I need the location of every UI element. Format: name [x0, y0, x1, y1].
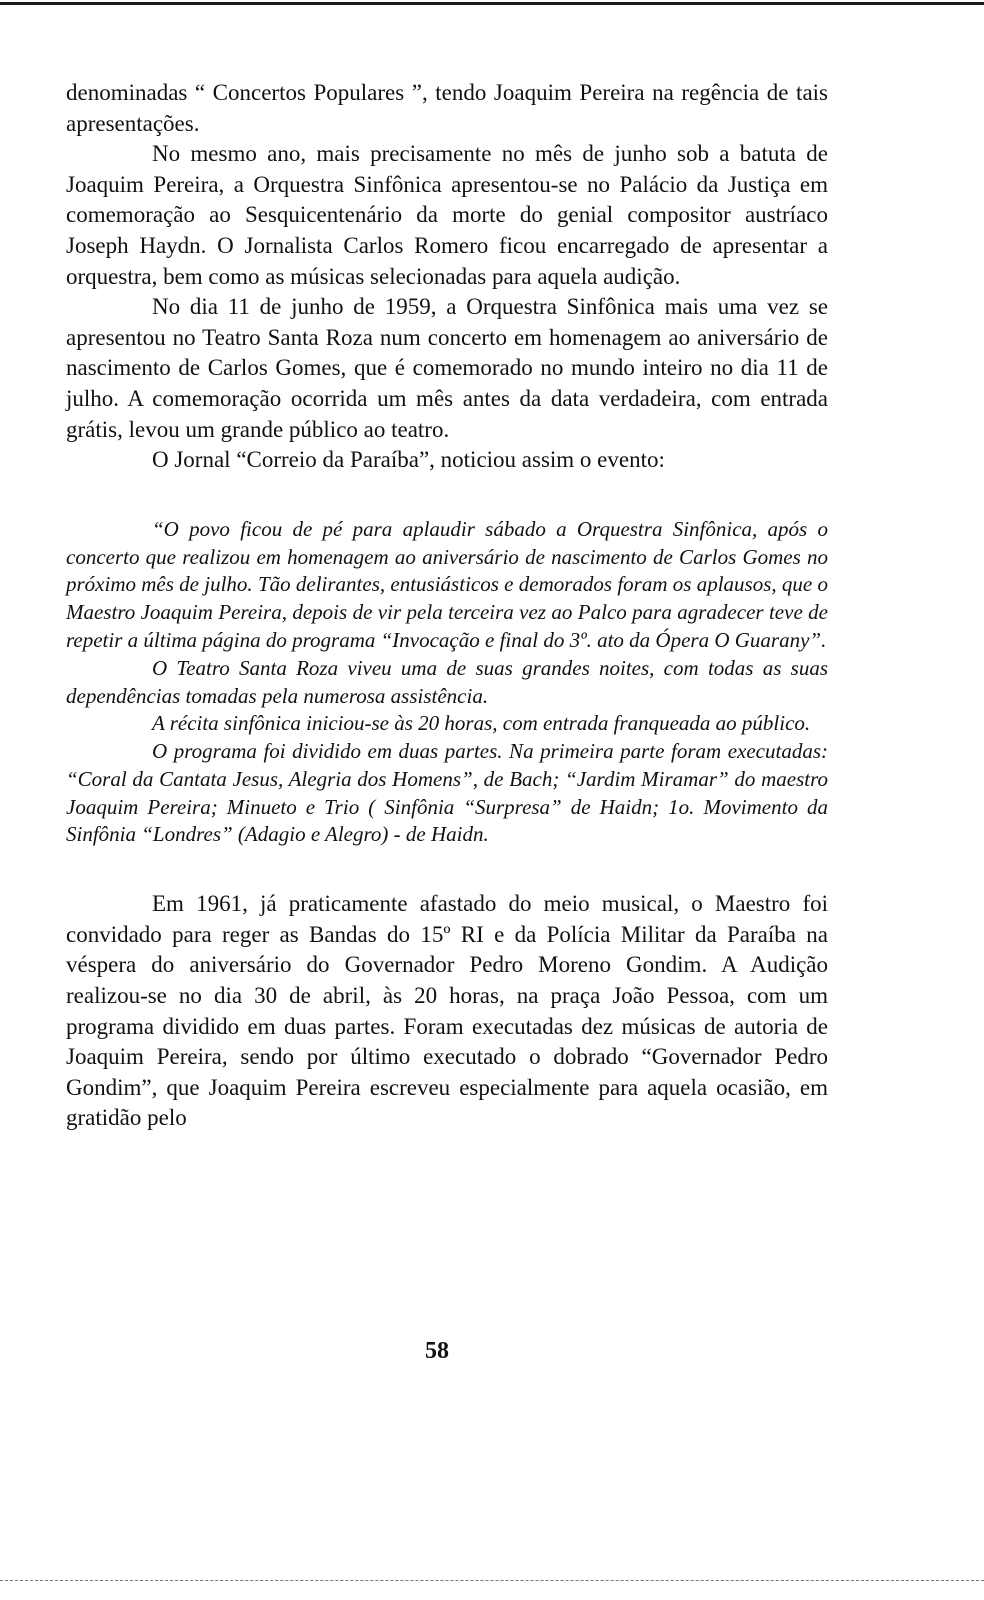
newspaper-quote [66, 516, 828, 850]
bottom-border-line [0, 1580, 984, 1581]
paragraph-newspaper-intro: O Jornal “Correio da Paraíba”, noticiou assim o evento: [152, 447, 665, 473]
paragraph-haydn-concert: No mesmo ano, mais precisamente no mês de junho sob a batuta de Joaquim Pereira, a Orquestra Sinfônica apresentou-se no Palácio da Justiça em comemoração ao Sesquicentenário da morte do genial compositor austríaco Joseph Haydn. O Jornalista Carlos Romero ficou encarregado de apresentar a orquestra, bem como as músicas selecionadas para aquela audição. [66, 141, 828, 289]
paragraph-continuation: denominadas “ Concertos Populares ”, tendo Joaquim Pereira na regência de tais apresentações. [66, 80, 828, 136]
paragraph-carlos-gomes-concert: No dia 11 de junho de 1959, a Orquestra Sinfônica mais uma vez se apresentou no Teatro Santa Roza num concerto em homenagem ao aniversário de nascimento de Carlos Gomes, que é comemorado no mundo inteiro no dia 11 de julho. A comemoração ocorrida um mês antes da data verdadeira, com entrada grátis, levou um grande público ao teatro. [66, 294, 828, 442]
paragraph-1961-bands: Em 1961, já praticamente afastado do meio musical, o Maestro foi convidado para reger as Bandas do 15º RI e da Polícia Militar da Paraíba na véspera do aniversário do Governador Pedro Moreno Gondim. A Audição realizou-se no dia 30 de abril, às 20 horas, na praça João Pessoa, com um programa dividido em duas partes. Foram executadas dez músicas de autoria de Joaquim Pereira, sendo por último executado o dobrado “Governador Pedro Gondim”, que Joaquim Pereira escreveu especialmente para aquela ocasião, em gratidão pelo [66, 891, 828, 1131]
page-number: 58 [425, 1338, 449, 1364]
quote-paragraph: O Teatro Santa Roza viveu uma de suas grandes noites, com todas as suas dependências tomadas pela numerosa assistência. [66, 655, 828, 708]
quote-paragraph: O programa foi dividido em duas partes. Na primeira parte foram executadas: “Coral da Cantata Jesus, Alegria dos Homens”, de Bach; “Jardim Miramar” do maestro Joaquim Pereira; Minueto e Trio ( Sinfônia “Surpresa” de Haidn; 1o. Movimento da Sinfônia “Londres” (Adagio e Alegro) - de Haidn. [66, 739, 828, 847]
page-body [66, 78, 828, 1134]
quote-paragraph: A récita sinfônica iniciou-se às 20 horas, com entrada franqueada ao público. [152, 711, 811, 736]
top-border-line [0, 2, 984, 5]
quote-paragraph: “O povo ficou de pé para aplaudir sábado a Orquestra Sinfônica, após o concerto que realizou em homenagem ao aniversário de nascimento de Carlos Gomes no próximo mês de julho. Tão delirantes, entusiásticos e demorados foram os aplausos, que o Maestro Joaquim Pereira, depois de vir pela terceira vez ao Palco para agradecer teve de repetir a última página do programa “Invocação e final do 3º. ato da Ópera O Guarany”. [66, 516, 828, 652]
